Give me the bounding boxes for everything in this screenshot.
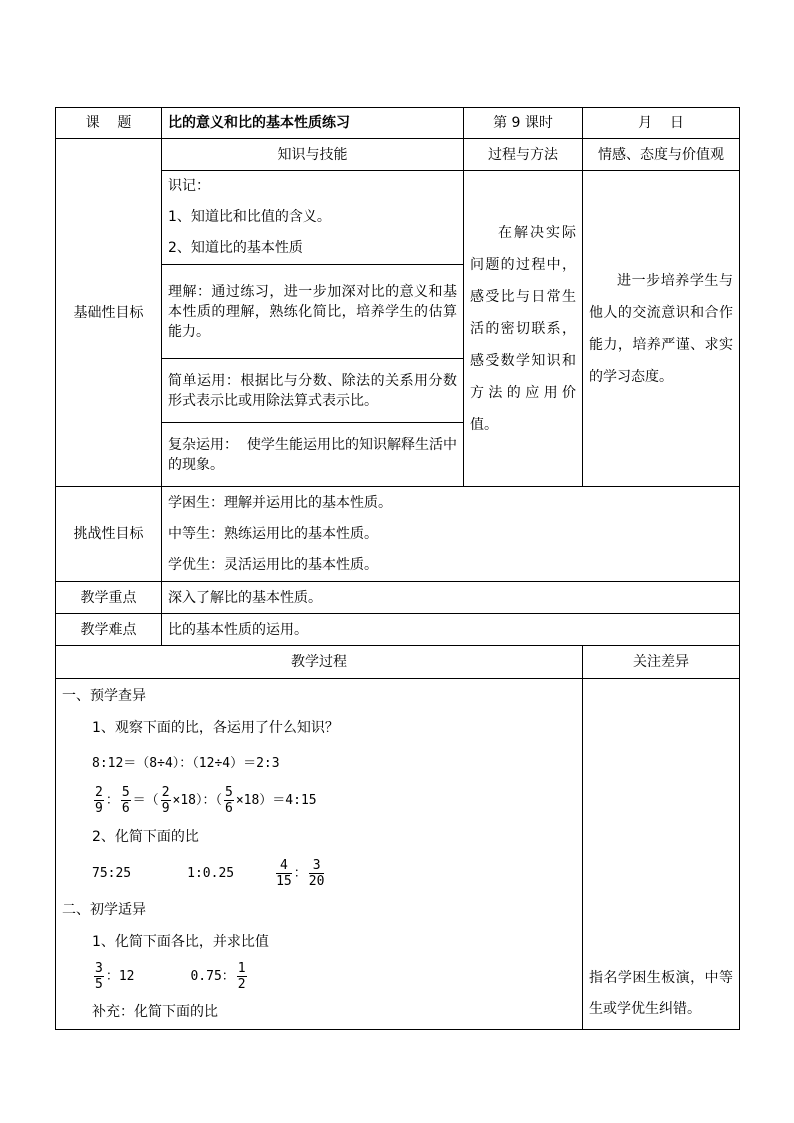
process-method-header: 过程与方法 — [464, 139, 583, 171]
challenge-goals-row — [56, 487, 740, 582]
attitude-values-text: 进一步培养学生与他人的交流意识和合作能力，培养严谨、求实的学习态度。 — [583, 171, 740, 487]
ratio-exercises: $\frac{3}{5}$ ：12 0.75： $\frac{1}{2}$ — [95, 961, 246, 992]
fraction: $\frac{2}{9}$ — [95, 785, 103, 816]
remember-item: 2、知道比的基本性质 — [168, 240, 303, 256]
lesson-title: 比的意义和比的基本性质练习 — [162, 108, 464, 139]
simplify-ratios: 75:25 1:0.25 $\frac{4}{15}$ ： $\frac{3}{20}$ — [92, 858, 325, 889]
goal-understand: 理解：通过练习，进一步加深对比的意义和基本性质的理解，熟练化简比，培养学生的估算能力。 — [162, 265, 464, 359]
goals-header-row — [56, 139, 740, 171]
key-point-label: 教学重点 — [56, 582, 162, 614]
fraction: $\frac{4}{15}$ — [276, 858, 292, 889]
difficulty-label: 教学难点 — [56, 614, 162, 646]
challenge-item-strong: 学优生：灵活运用比的基本性质。 — [168, 556, 378, 573]
fraction: $\frac{3}{5}$ — [95, 961, 103, 992]
differences-header: 关注差异 — [583, 646, 740, 679]
goal-remember — [162, 171, 464, 265]
teaching-process-content — [56, 679, 583, 1030]
challenge-goals-list — [162, 487, 740, 582]
question-ratio-value: 1、化简下面各比，并求比值 — [92, 934, 269, 950]
key-point-text: 深入了解比的基本性质。 — [162, 582, 740, 614]
attitude-values-header: 情感、态度与价值观 — [583, 139, 740, 171]
key-point-row — [56, 582, 740, 614]
fraction: $\frac{5}{6}$ — [225, 785, 233, 816]
remember-item: 1、知道比和比值的含义。 — [168, 209, 331, 225]
challenge-item-middle: 中等生：熟练运用比的基本性质。 — [168, 525, 378, 542]
lesson-date: 月 日 — [583, 108, 740, 139]
ratio-item: 75:25 — [92, 866, 132, 881]
process-body-row — [56, 679, 740, 1030]
challenge-goals-label: 挑战性目标 — [56, 487, 162, 582]
fraction: $\frac{5}{6}$ — [121, 785, 130, 816]
supplement: 补充：化简下面的比 — [92, 1004, 218, 1020]
fraction: $\frac{1}{2}$ — [237, 961, 246, 992]
equation-ratio: 8:12＝（8÷4）：（12÷4）＝2:3 — [92, 756, 280, 771]
challenge-item-weak: 学困生：理解并运用比的基本性质。 — [168, 494, 392, 511]
equation-fraction: $\frac{2}{9}$ ： $\frac{5}{6}$ ＝（ $\frac{2}{9}$ ×18）：（ $\frac{5}{6}$ ×18）＝4:15 — [95, 785, 317, 816]
basic-goals-label: 基础性目标 — [56, 139, 162, 487]
ratio-item: 1:0.25 — [187, 866, 235, 881]
goal-simple-apply: 简单运用：根据比与分数、除法的关系用分数形式表示比或用除法算式表示比。 — [162, 359, 464, 423]
process-header-row — [56, 646, 740, 679]
remember-title: 识记： — [168, 178, 210, 194]
differences-note: 指名学困生板演，中等生或学优生纠错。 — [583, 679, 740, 1030]
section-initial: 二、初学适异 — [62, 902, 146, 918]
fraction: $\frac{2}{9}$ — [161, 785, 170, 816]
goal-complex-apply: 复杂运用： 使学生能运用比的知识解释生活中的现象。 — [162, 423, 464, 487]
header-row — [56, 108, 740, 139]
knowledge-skills-header: 知识与技能 — [162, 139, 464, 171]
topic-label: 课 题 — [56, 108, 162, 139]
lesson-number: 第 9 课时 — [464, 108, 583, 139]
difficulty-text: 比的基本性质的运用。 — [162, 614, 740, 646]
lesson-plan-table — [55, 107, 740, 1030]
section-preview: 一、预学查异 — [62, 688, 146, 704]
question-simplify: 2、化简下面的比 — [92, 829, 199, 845]
question-observe: 1、观察下面的比，各运用了什么知识？ — [92, 720, 339, 736]
fraction: $\frac{3}{20}$ — [308, 858, 325, 889]
difficulty-row — [56, 614, 740, 646]
process-method-text: 在解决实际问题的过程中，感受比与日常生活的密切联系，感受数学知识和方法的应用价值。 — [464, 171, 583, 487]
teaching-process-header: 教学过程 — [56, 646, 583, 679]
